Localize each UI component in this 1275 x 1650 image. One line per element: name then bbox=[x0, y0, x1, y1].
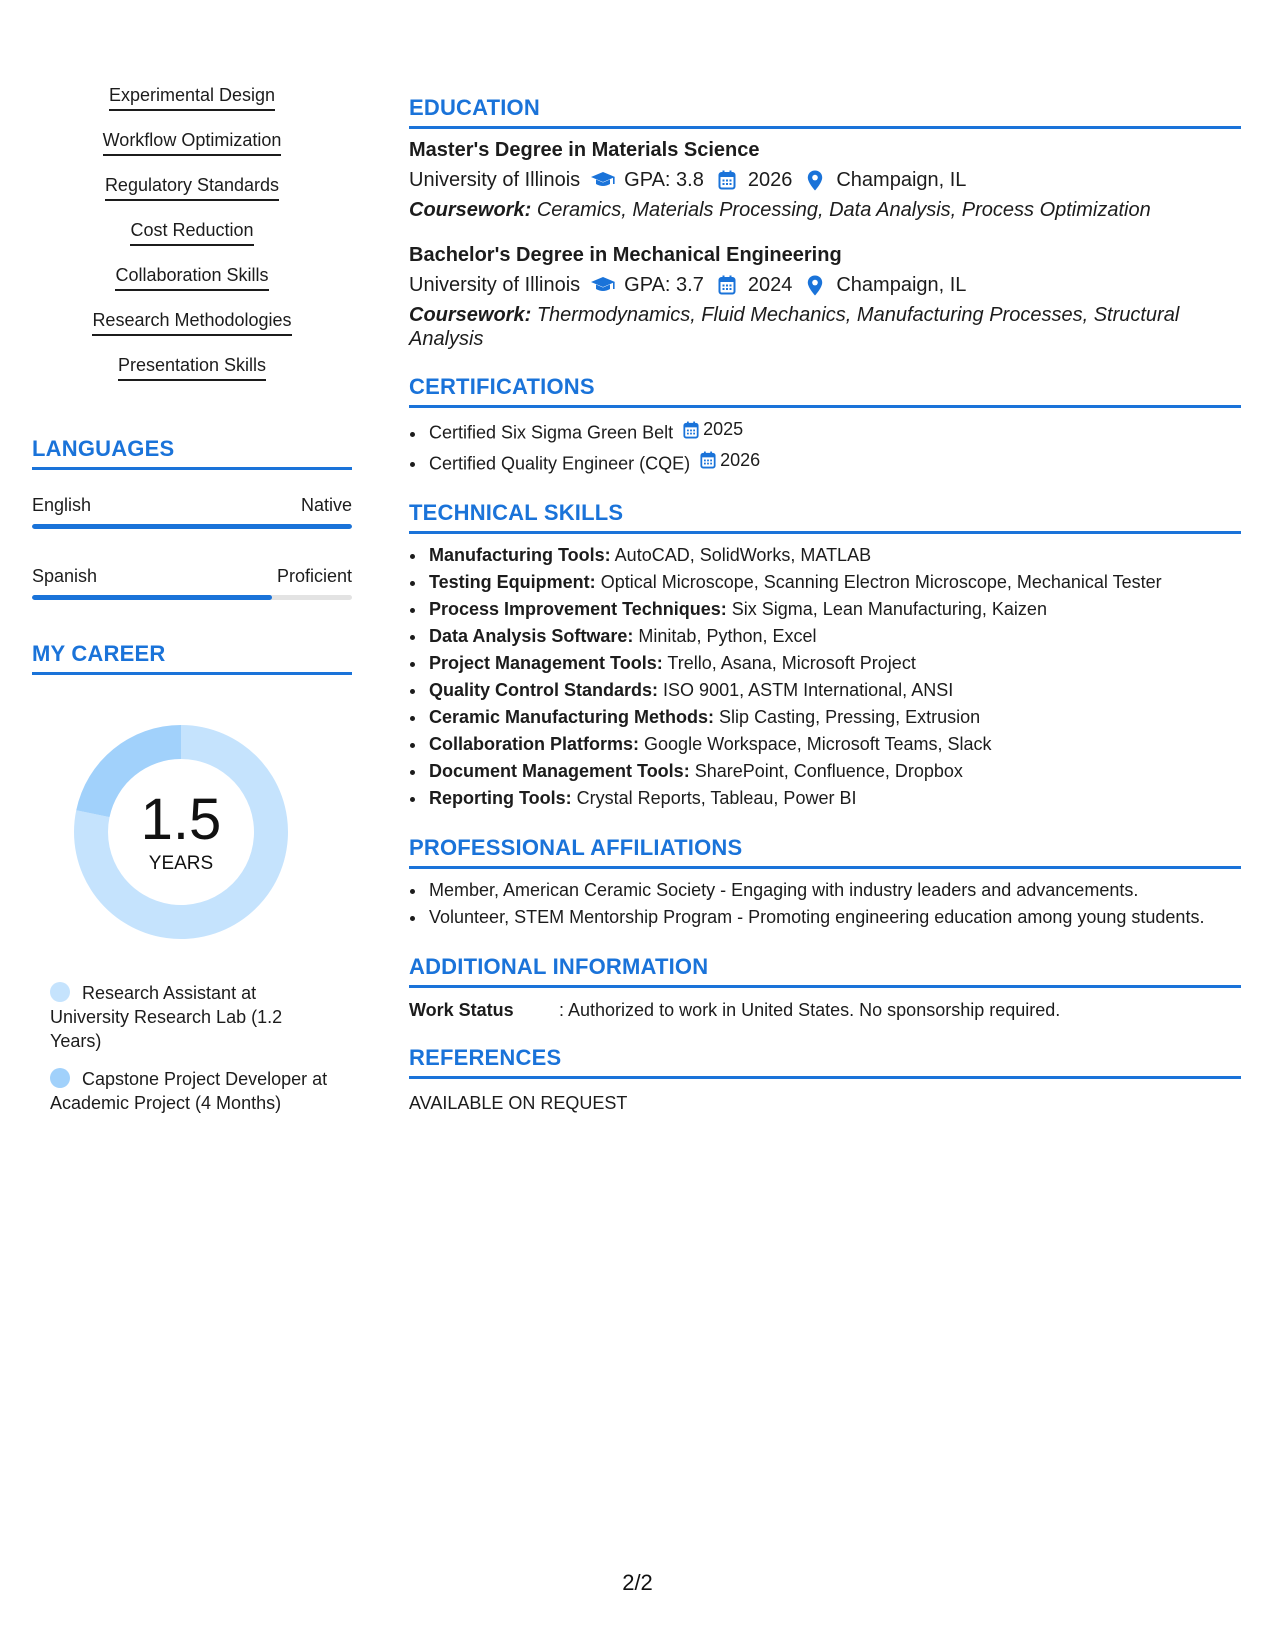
education-title: EDUCATION bbox=[409, 94, 1241, 129]
education-year: 2026 bbox=[747, 169, 793, 191]
calendar-icon bbox=[714, 274, 740, 296]
certification-name: Certified Six Sigma Green Belt bbox=[429, 422, 674, 443]
left-column bbox=[32, 84, 352, 1129]
skill-item: Collaboration Skills bbox=[115, 264, 268, 291]
certification-year: 2025 bbox=[703, 419, 744, 439]
technical-skill-item bbox=[427, 650, 1241, 677]
skill-category: Testing Equipment: bbox=[429, 572, 596, 592]
skill-category: Manufacturing Tools: bbox=[429, 545, 611, 565]
education-school: University of Illinois bbox=[409, 169, 581, 191]
graduation-cap-icon bbox=[590, 274, 616, 296]
certifications-title: CERTIFICATIONS bbox=[409, 373, 1241, 408]
career-legend-label: Capstone Project Developer at Academic Project (4 Months) bbox=[50, 1069, 328, 1113]
language-level: Proficient bbox=[276, 566, 352, 586]
coursework-label: Coursework: bbox=[409, 199, 532, 221]
education-year: 2024 bbox=[747, 274, 793, 296]
career-section bbox=[32, 640, 352, 1115]
skill-values: Crystal Reports, Tableau, Power BI bbox=[576, 788, 857, 808]
language-bar-fill bbox=[32, 524, 352, 529]
education-gpa: GPA: 3.7 bbox=[624, 274, 704, 296]
location-pin-icon bbox=[802, 169, 828, 191]
career-title: MY CAREER bbox=[32, 640, 352, 675]
technical-skills-title: TECHNICAL SKILLS bbox=[409, 499, 1241, 534]
calendar-icon bbox=[683, 421, 699, 439]
language-item bbox=[32, 565, 352, 600]
additional-info-title: ADDITIONAL INFORMATION bbox=[409, 953, 1241, 988]
skill-values: Trello, Asana, Microsoft Project bbox=[667, 653, 916, 673]
skill-values: Six Sigma, Lean Manufacturing, Kaizen bbox=[731, 599, 1047, 619]
work-status-value: : Authorized to work in United States. No sponsorship required. bbox=[559, 1000, 1061, 1020]
career-legend bbox=[50, 981, 330, 1115]
language-bar-fill bbox=[32, 595, 272, 600]
work-status-label: Work Status bbox=[409, 1000, 514, 1020]
certification-item bbox=[427, 447, 1241, 478]
languages-title: LANGUAGES bbox=[32, 435, 352, 470]
skill-values: Optical Microscope, Scanning Electron Microscope, Mechanical Tester bbox=[600, 572, 1162, 592]
technical-skill-item bbox=[427, 596, 1241, 623]
graduation-cap-icon bbox=[590, 169, 616, 191]
languages-section bbox=[32, 435, 352, 600]
technical-skills-section bbox=[409, 499, 1241, 812]
legend-dot-icon bbox=[50, 1068, 70, 1088]
calendar-icon bbox=[700, 451, 716, 469]
language-item bbox=[32, 494, 352, 529]
technical-skill-item bbox=[427, 677, 1241, 704]
skill-values: SharePoint, Confluence, Dropbox bbox=[694, 761, 963, 781]
education-coursework bbox=[409, 198, 1241, 222]
coursework-text: Thermodynamics, Fluid Mechanics, Manufacturing Processes, Structural Analysis bbox=[409, 304, 1180, 350]
affiliations-section bbox=[409, 834, 1241, 931]
skill-category: Collaboration Platforms: bbox=[429, 734, 640, 754]
location-pin-icon bbox=[802, 274, 828, 296]
education-school: University of Illinois bbox=[409, 274, 581, 296]
language-name: Spanish bbox=[32, 566, 98, 586]
career-total-unit: YEARS bbox=[148, 853, 214, 874]
affiliation-item: • Member, American Ceramic Society - Engaging with industry leaders and advancements. bbox=[427, 877, 1241, 904]
skill-values: Minitab, Python, Excel bbox=[638, 626, 817, 646]
career-total-value: 1.5 bbox=[140, 787, 222, 852]
skill-item: Workflow Optimization bbox=[103, 129, 282, 156]
certifications-section bbox=[409, 373, 1241, 477]
technical-skill-item bbox=[427, 623, 1241, 650]
skill-category: Document Management Tools: bbox=[429, 761, 690, 781]
certification-item bbox=[427, 416, 1241, 447]
technical-skill-item bbox=[427, 569, 1241, 596]
affiliations-title: PROFESSIONAL AFFILIATIONS bbox=[409, 834, 1241, 869]
education-item bbox=[409, 242, 1241, 351]
skill-values: Slip Casting, Pressing, Extrusion bbox=[719, 707, 981, 727]
skill-category: Data Analysis Software: bbox=[429, 626, 634, 646]
technical-skill-item bbox=[427, 785, 1241, 812]
skill-category: Quality Control Standards: bbox=[429, 680, 659, 700]
education-section bbox=[409, 94, 1241, 351]
skill-item: Research Methodologies bbox=[92, 309, 291, 336]
legend-dot-icon bbox=[50, 982, 70, 1002]
education-coursework bbox=[409, 303, 1241, 351]
skill-category: Ceramic Manufacturing Methods: bbox=[429, 707, 715, 727]
certification-year: 2026 bbox=[720, 449, 761, 470]
skill-category: Reporting Tools: bbox=[429, 788, 572, 808]
language-bar bbox=[32, 595, 352, 600]
references-text: AVAILABLE ON REQUEST bbox=[409, 1093, 628, 1113]
right-column bbox=[409, 94, 1241, 1115]
coursework-label: Coursework: bbox=[409, 304, 532, 326]
career-legend-item bbox=[50, 1067, 330, 1115]
education-location: Champaign, IL bbox=[836, 274, 967, 296]
career-legend-item bbox=[50, 981, 330, 1053]
technical-skill-item bbox=[427, 704, 1241, 731]
coursework-text: Ceramics, Materials Processing, Data Analysis, Process Optimization bbox=[536, 199, 1151, 221]
education-gpa: GPA: 3.8 bbox=[624, 169, 704, 191]
skill-category: Project Management Tools: bbox=[429, 653, 663, 673]
language-level: Native bbox=[300, 495, 352, 515]
skill-values: ISO 9001, ASTM International, ANSI bbox=[663, 680, 954, 700]
certification-name: Certified Quality Engineer (CQE) bbox=[429, 453, 691, 473]
skills-list bbox=[32, 84, 352, 399]
education-item bbox=[409, 137, 1241, 222]
skill-item: Experimental Design bbox=[109, 84, 275, 111]
education-location: Champaign, IL bbox=[836, 169, 967, 191]
skill-values: AutoCAD, SolidWorks, MATLAB bbox=[614, 545, 872, 565]
skill-values: Google Workspace, Microsoft Teams, Slack bbox=[644, 734, 992, 754]
skill-item: Regulatory Standards bbox=[105, 174, 279, 201]
technical-skill-item bbox=[427, 758, 1241, 785]
career-legend-label: Research Assistant at University Research Lab (1.2 Years) bbox=[50, 983, 283, 1051]
calendar-icon bbox=[714, 169, 740, 191]
language-bar bbox=[32, 524, 352, 529]
page-number: 2/2 bbox=[622, 1570, 653, 1595]
skill-item: Presentation Skills bbox=[118, 354, 266, 381]
affiliation-item: • Volunteer, STEM Mentorship Program - Promoting engineering education among young students. bbox=[427, 904, 1241, 931]
references-section bbox=[409, 1044, 1241, 1115]
references-title: REFERENCES bbox=[409, 1044, 1241, 1079]
technical-skill-item bbox=[427, 542, 1241, 569]
education-degree: Bachelor's Degree in Mechanical Engineering bbox=[409, 244, 842, 266]
language-name: English bbox=[32, 495, 92, 515]
education-degree: Master's Degree in Materials Science bbox=[409, 139, 760, 161]
skill-category: Process Improvement Techniques: bbox=[429, 599, 727, 619]
career-donut bbox=[66, 717, 296, 947]
additional-info-section bbox=[409, 953, 1241, 1022]
skill-item: Cost Reduction bbox=[130, 219, 253, 246]
technical-skill-item bbox=[427, 731, 1241, 758]
work-status-row bbox=[409, 998, 1241, 1022]
